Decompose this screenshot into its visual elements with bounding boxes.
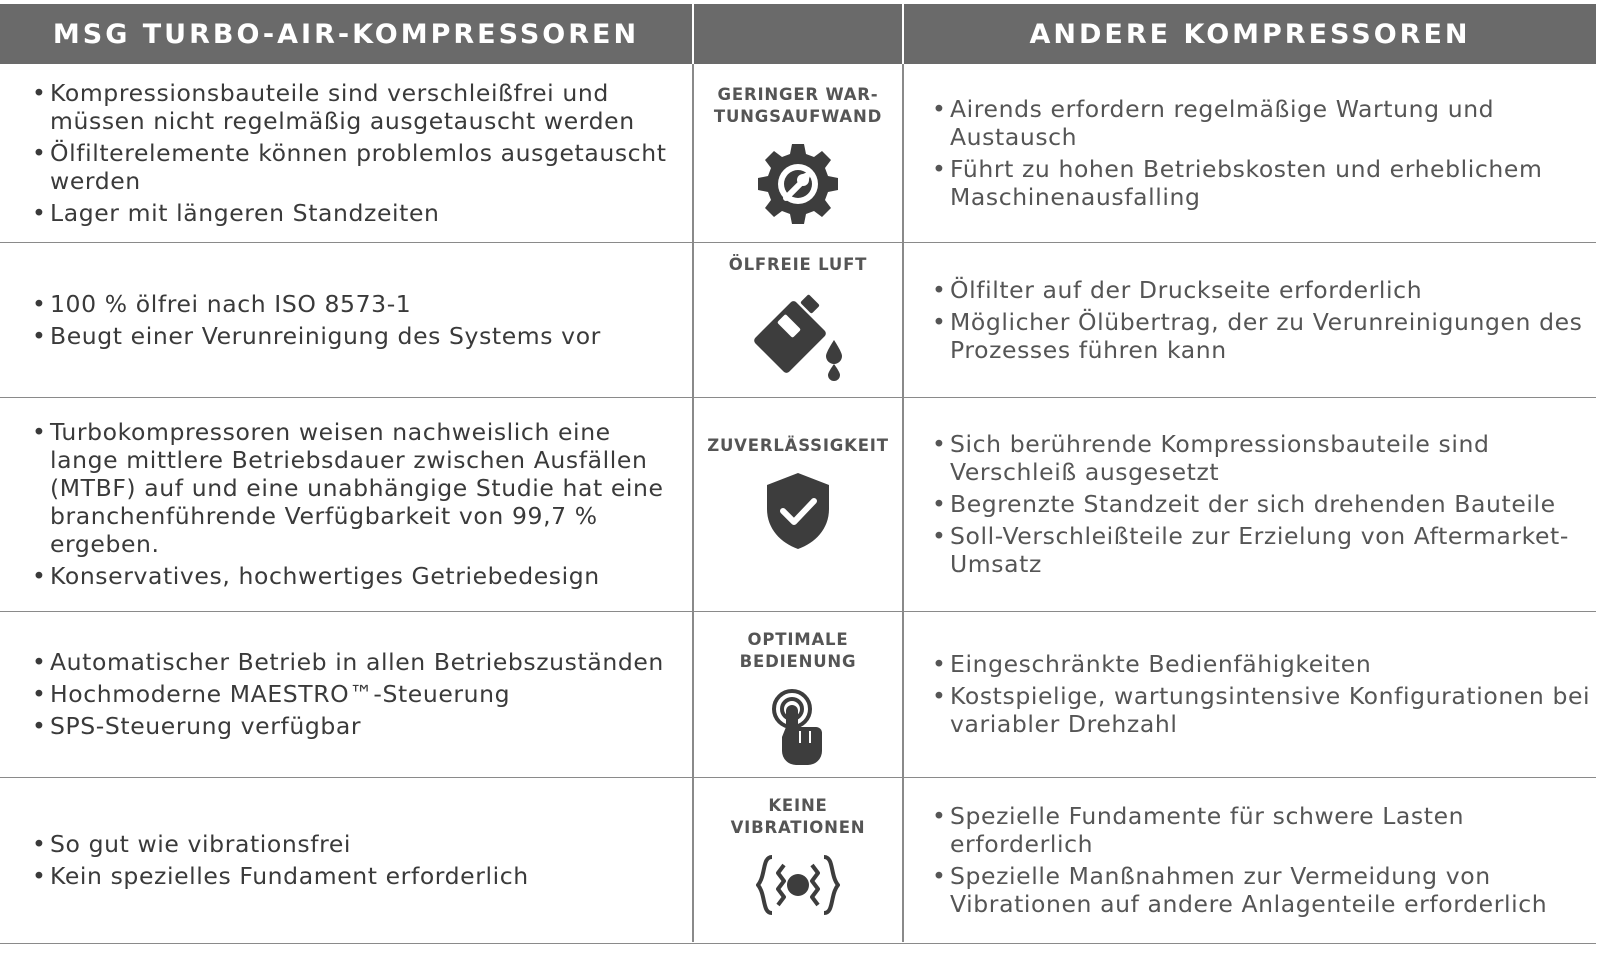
msg-benefits-cell [0,242,680,397]
msg-benefits-cell [0,64,680,242]
header-right-title: ANDERE KOMPRESSOREN [1029,18,1471,50]
other-drawback-item: • Eingeschränkte Bedienfähigkeiten [930,650,1596,678]
msg-benefit-item: • Beugt einer Verunreinigung des Systems vor [30,322,680,350]
msg-benefit-item: • So gut wie vibrationsfrei [30,830,680,858]
touch-hand-icon [768,687,828,771]
msg-benefit-item: • Kein spezielles Fundament erforderlich [30,862,680,890]
other-drawback-item: • Kostspielige, wartungsintensive Konfigurationen bei variabler Drehzahl [930,682,1596,738]
table-row [0,611,1596,778]
other-drawback-item: • Soll-Verschleißteile zur Erzielung von Aftermarket-Umsatz [930,522,1596,578]
msg-benefit-item: • Automatischer Betrieb in allen Betriebszuständen [30,648,680,676]
category-label: OPTIMALE BEDIENUNG [739,630,857,671]
other-drawback-item: • Airends erfordern regelmäßige Wartung und Austausch [930,95,1596,151]
vibration-icon [752,853,844,921]
category-cell [692,397,904,611]
msg-benefits-cell [0,611,680,777]
category-cell [692,64,904,242]
other-drawback-item: • Sich berührende Kompressionsbauteile sind Verschleiß ausgesetzt [930,430,1596,486]
oil-can-icon [748,290,848,386]
table-row [0,242,1596,398]
category-label: ZUVERLÄSSIGKEIT [707,436,889,455]
header-divider [692,4,694,64]
msg-benefit-item: • Ölfilterelemente können problemlos ausgetauscht werden [30,139,680,195]
table-header [0,4,1596,64]
other-compressors-cell [902,242,1596,397]
other-compressors-cell [902,64,1596,242]
column-divider [902,64,904,942]
other-drawback-item: • Führt zu hohen Betriebskosten und erheblichem Maschinenausfalling [930,155,1596,211]
table-row [0,397,1596,612]
header-left-title: MSG TURBO-AIR-KOMPRESSOREN [52,18,640,50]
category-label: GERINGER WAR- TUNGSAUFWAND [713,85,883,126]
gear-wrench-icon [756,142,840,230]
category-cell [692,242,904,397]
other-compressors-cell [902,777,1596,943]
msg-benefits-cell [0,397,680,611]
table-row [0,777,1596,944]
table-row [0,64,1596,243]
other-compressors-cell [902,611,1596,777]
category-cell [692,611,904,777]
other-drawback-item: • Möglicher Ölübertrag, der zu Verunreinigungen des Prozesses führen kann [930,308,1596,364]
msg-benefit-item: • Lager mit längeren Standzeiten [30,199,680,227]
category-label: ÖLFREIE LUFT [728,255,868,274]
msg-benefits-cell [0,777,680,943]
category-label: KEINE VIBRATIONEN [730,796,866,837]
msg-benefit-item: • Turbokompressoren weisen nachweislich eine lange mittlere Betriebsdauer zwischen Ausfällen (MTBF) auf und eine unabhängige Studie hat eine branchenführende Verfügbarkeit von 99,7 % ergeben. [30,418,680,558]
msg-benefit-item: • SPS-Steuerung verfügbar [30,712,680,740]
column-divider [692,64,694,942]
msg-benefit-item: • Hochmoderne MAESTRO™-Steuerung [30,680,680,708]
msg-benefit-item: • Kompressionsbauteile sind verschleißfrei und müssen nicht regelmäßig ausgetauscht werden [30,79,680,135]
other-drawback-item: • Ölfilter auf der Druckseite erforderlich [930,276,1596,304]
msg-benefit-item: • Konservatives, hochwertiges Getriebedesign [30,562,680,590]
other-drawback-item: • Spezielle Manßnahmen zur Vermeidung von Vibrationen auf andere Anlagenteile erforderlich [930,862,1596,918]
category-cell [692,777,904,943]
msg-benefit-item: • 100 % ölfrei nach ISO 8573-1 [30,290,680,318]
other-compressors-cell [902,397,1596,611]
shield-check-icon [763,471,833,555]
other-drawback-item: • Begrenzte Standzeit der sich drehenden Bauteile [930,490,1596,518]
other-drawback-item: • Spezielle Fundamente für schwere Lasten erforderlich [930,802,1596,858]
